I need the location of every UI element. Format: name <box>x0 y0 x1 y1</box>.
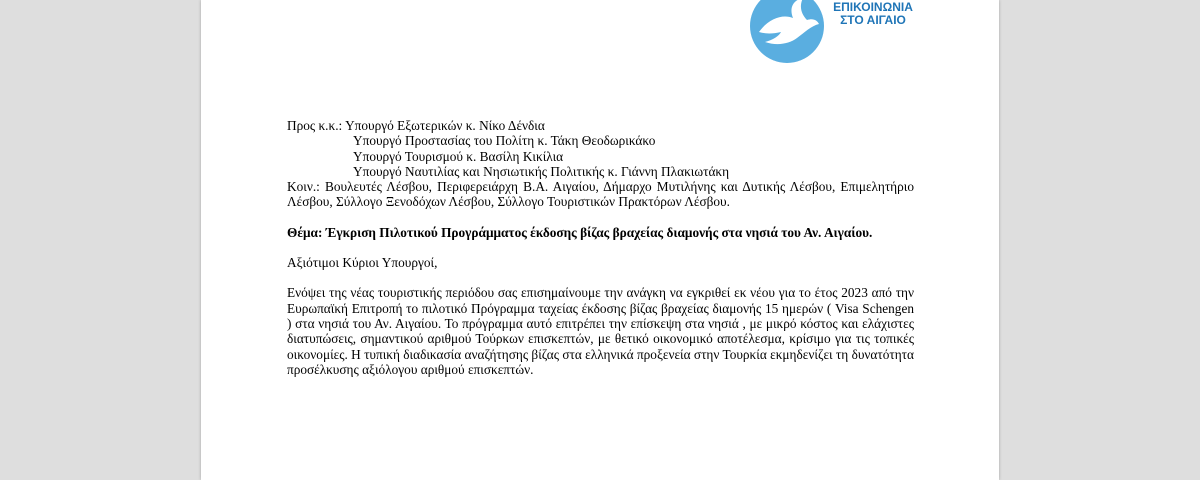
cc-label: Κοιν.: <box>287 179 320 195</box>
logo-text <box>821 0 925 27</box>
organization-logo <box>749 0 949 68</box>
subject-line: Θέμα: Έγκριση Πιλοτικού Προγράμματος έκδοσης βίζας βραχείας διαμονής στα νησιά του Αν. Αιγαίου. <box>287 224 873 240</box>
recipient-4: Υπουργό Ναυτιλίας και Νησιωτικής Πολιτικής κ. Γιάννη Πλακιωτάκη <box>353 163 730 179</box>
greeting: Αξιότιμοι Κύριοι Υπουργοί, <box>287 255 438 271</box>
cc-block <box>287 179 914 210</box>
recipient-2: Υπουργό Προστασίας του Πολίτη κ. Τάκη Θεοδωρικάκο <box>353 133 656 149</box>
logo-line-2: ΕΠΙΚΟΙΝΩΝΙΑ <box>833 0 913 14</box>
recipient-1: Υπουργό Εξωτερικών κ. Νίκο Δένδια <box>345 118 545 133</box>
dove-icon <box>749 0 825 68</box>
to-label: Προς κ.κ.: <box>287 118 343 133</box>
logo-line-3: ΣΤΟ ΑΙΓΑΙΟ <box>840 13 906 27</box>
letter-body <box>287 118 914 377</box>
recipient-3: Υπουργό Τουρισμού κ. Βασίλη Κικίλια <box>353 148 564 164</box>
document-page <box>201 0 999 480</box>
recipient-line-1 <box>287 118 914 133</box>
body-paragraph: Ενόψει της νέας τουριστικής περιόδου σας επισημαίνουμε την ανάγκη να εγκριθεί εκ νέου για το έτος 2023 από την Ευρωπαϊκή Επιτροπή το πιλοτικό Πρόγραμμα ταχείας έκδοσης βίζας βραχείας διαμονής 15 ημερών ( Visa Schengen ) στα νησιά του Αν. Αιγαίου. Το πρόγραμμα αυτό επιτρέπει την επίσκεψη στα νησιά , με μικρό κόστος και ελάχιστες διατυπώσεις, σημαντικού αριθμού Τούρκων επισκεπτών, με θετικό οικονομικό αποτέλεσμα, κρίσιμο για τις τοπικές οικονομίες. Η τυπική διαδικασία αναζήτησης βίζας στα ελληνικά προξενεία στην Τουρκία εκμηδενίζει τη δυνατότητα προσέλκυσης αξιόλογου αριθμού επισκεπτών. <box>287 285 914 377</box>
cc-text: Βουλευτές Λέσβου, Περιφερειάρχη Β.Α. Αιγαίου, Δήμαρχο Μυτιλήνης και Δυτικής Λέσβου, Επιμελητήριο Λέσβου, Σύλλογο Ξενοδόχων Λέσβου, Σύλλογο Τουριστικών Πρακτόρων Λέσβου. <box>287 179 914 210</box>
